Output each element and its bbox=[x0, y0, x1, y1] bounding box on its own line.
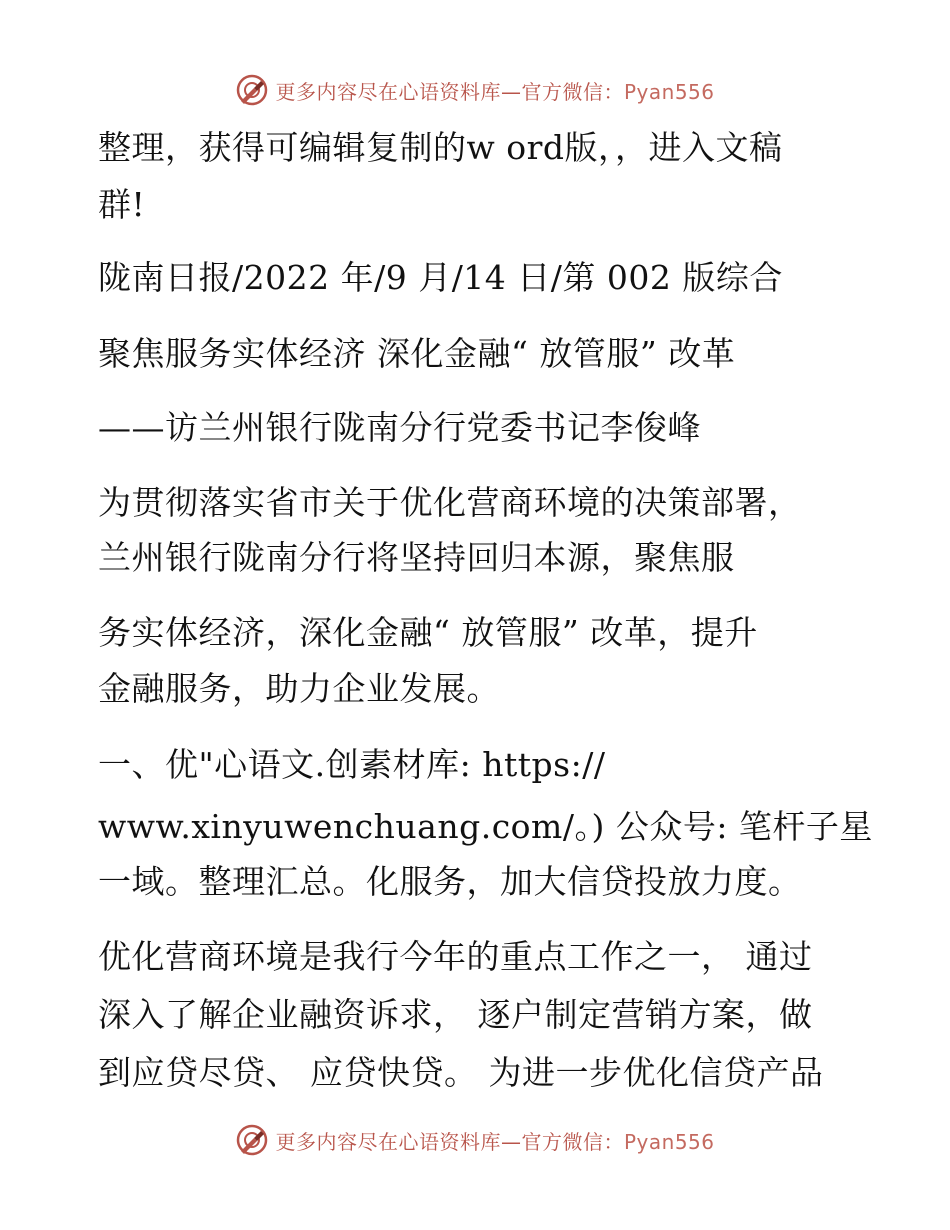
article-headline: 聚焦服务实体经济 深化金融“ 放管服” 改革 bbox=[98, 334, 736, 373]
pen-logo-icon bbox=[235, 1123, 269, 1157]
body-line: 金融服务，助力企业发展。 bbox=[98, 669, 500, 708]
body-line: 兰州银行陇南分行将坚持回归本源，聚焦服 bbox=[98, 538, 735, 577]
body-line: 一域。整理汇总。化服务，加大信贷投放力度。 bbox=[98, 862, 802, 901]
article-subheadline: ——访兰州银行陇南分行党委书记李俊峰 bbox=[98, 408, 701, 447]
body-line: 整理，获得可编辑复制的w ord版，，进入文稿 bbox=[98, 128, 783, 167]
header-watermark-banner bbox=[0, 70, 950, 110]
footer-banner-text: 更多内容尽在心语资料库—官方微信：Pyan556 bbox=[275, 1129, 715, 1154]
body-line: 到应贷尽贷、 应贷快贷。 为进一步优化信贷产品 bbox=[98, 1053, 824, 1092]
section-heading-line: 一、优"心语文.创素材库: https:// bbox=[98, 745, 606, 784]
body-line: 为贯彻落实省市关于优化营商环境的决策部署， bbox=[98, 483, 802, 522]
body-line: www.xinyuwenchuang.com/。) 公众号: 笔杆子星 bbox=[98, 807, 873, 846]
footer-watermark-banner bbox=[0, 1120, 950, 1160]
body-line: 务实体经济，深化金融“ 放管服” 改革，提升 bbox=[98, 613, 758, 652]
dateline: 陇南日报/2022 年/9 月/14 日/第 002 版综合 bbox=[98, 258, 783, 297]
body-line: 群! bbox=[98, 185, 146, 224]
header-banner-text: 更多内容尽在心语资料库—官方微信：Pyan556 bbox=[275, 79, 715, 104]
pen-logo-icon bbox=[235, 73, 269, 107]
body-line: 优化营商环境是我行今年的重点工作之一， 通过 bbox=[98, 937, 813, 976]
body-line: 深入了解企业融资诉求， 逐户制定营销方案，做 bbox=[98, 995, 813, 1034]
